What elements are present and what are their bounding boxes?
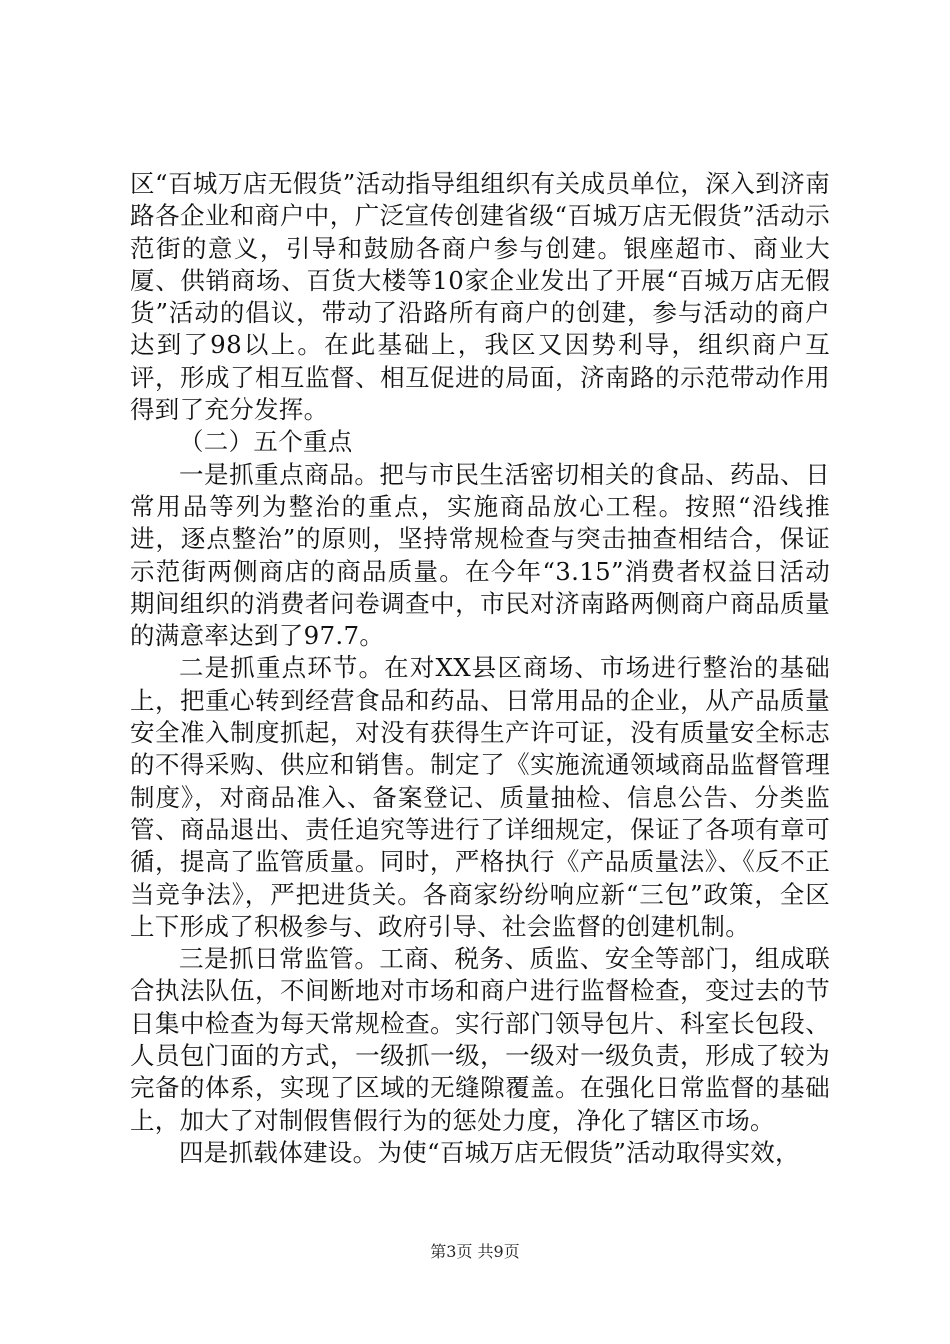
paragraph-continuation: 区“百城万店无假货”活动指导组组织有关成员单位，深入到济南路各企业和商户中，广泛宣传创建省级“百城万店无假货”活动示范街的意义，引导和鼓励各商户参与创建。银座超市、商业大厦、供销商场、百货大楼等10家企业发出了开展“百城万店无假货”活动的倡议，带动了沿路所有商户的创建，参与活动的商户达到了98以上。在此基础上，我区又因势利导，组织商户互评，形成了相互监督、相互促进的局面，济南路的示范带动作用得到了充分发挥。: [130, 169, 831, 425]
section-heading: （二）五个重点: [179, 427, 353, 457]
paragraph-key-products: 一是抓重点商品。把与市民生活密切相关的食品、药品、日常用品等列为整治的重点，实施商品放心工程。按照“沿线推进，逐点整治”的原则，坚持常规检查与突击抽查相结合，保证示范街两侧商店的商品质量。在今年“3.15”消费者权益日活动期间组织的消费者问卷调查中，市民对济南路两侧商户商品质量的满意率达到了97.7。: [130, 459, 830, 651]
paragraph-carrier-construction: 四是抓载体建设。为使“百城万店无假货”活动取得实效，: [179, 1137, 800, 1167]
paragraph-key-links: 二是抓重点环节。在对XX县区商场、市场进行整治的基础上，把重心转到经营食品和药品、日常用品的企业，从产品质量安全准入制度抓起，对没有获得生产许可证，没有质量安全标志的不得采购、供应和销售。制定了《实施流通领域商品监督管理制度》，对商品准入、备案登记、质量抽检、信息公告、分类监管、商品退出、责任追究等进行了详细规定，保证了各项有章可循，提高了监管质量。同时，严格执行《产品质量法》、《反不正当竞争法》，严把进货关。各商家纷纷响应新“三包”政策，全区上下形成了积极参与、政府引导、社会监督的创建机制。: [130, 653, 830, 941]
document-body: [130, 168, 830, 1169]
page-number-footer: 第3页 共9页: [430, 1242, 520, 1261]
paragraph-daily-supervision: 三是抓日常监管。工商、税务、质监、安全等部门，组成联合执法队伍，不间断地对市场和商户进行监督检查，变过去的节日集中检查为每天常规检查。实行部门领导包片、科室长包段、人员包门面的方式，一级抓一级，一级对一级负责，形成了较为完备的体系，实现了区域的无缝隙覆盖。在强化日常监督的基础上，加大了对制假售假行为的惩处力度，净化了辖区市场。: [130, 944, 830, 1135]
